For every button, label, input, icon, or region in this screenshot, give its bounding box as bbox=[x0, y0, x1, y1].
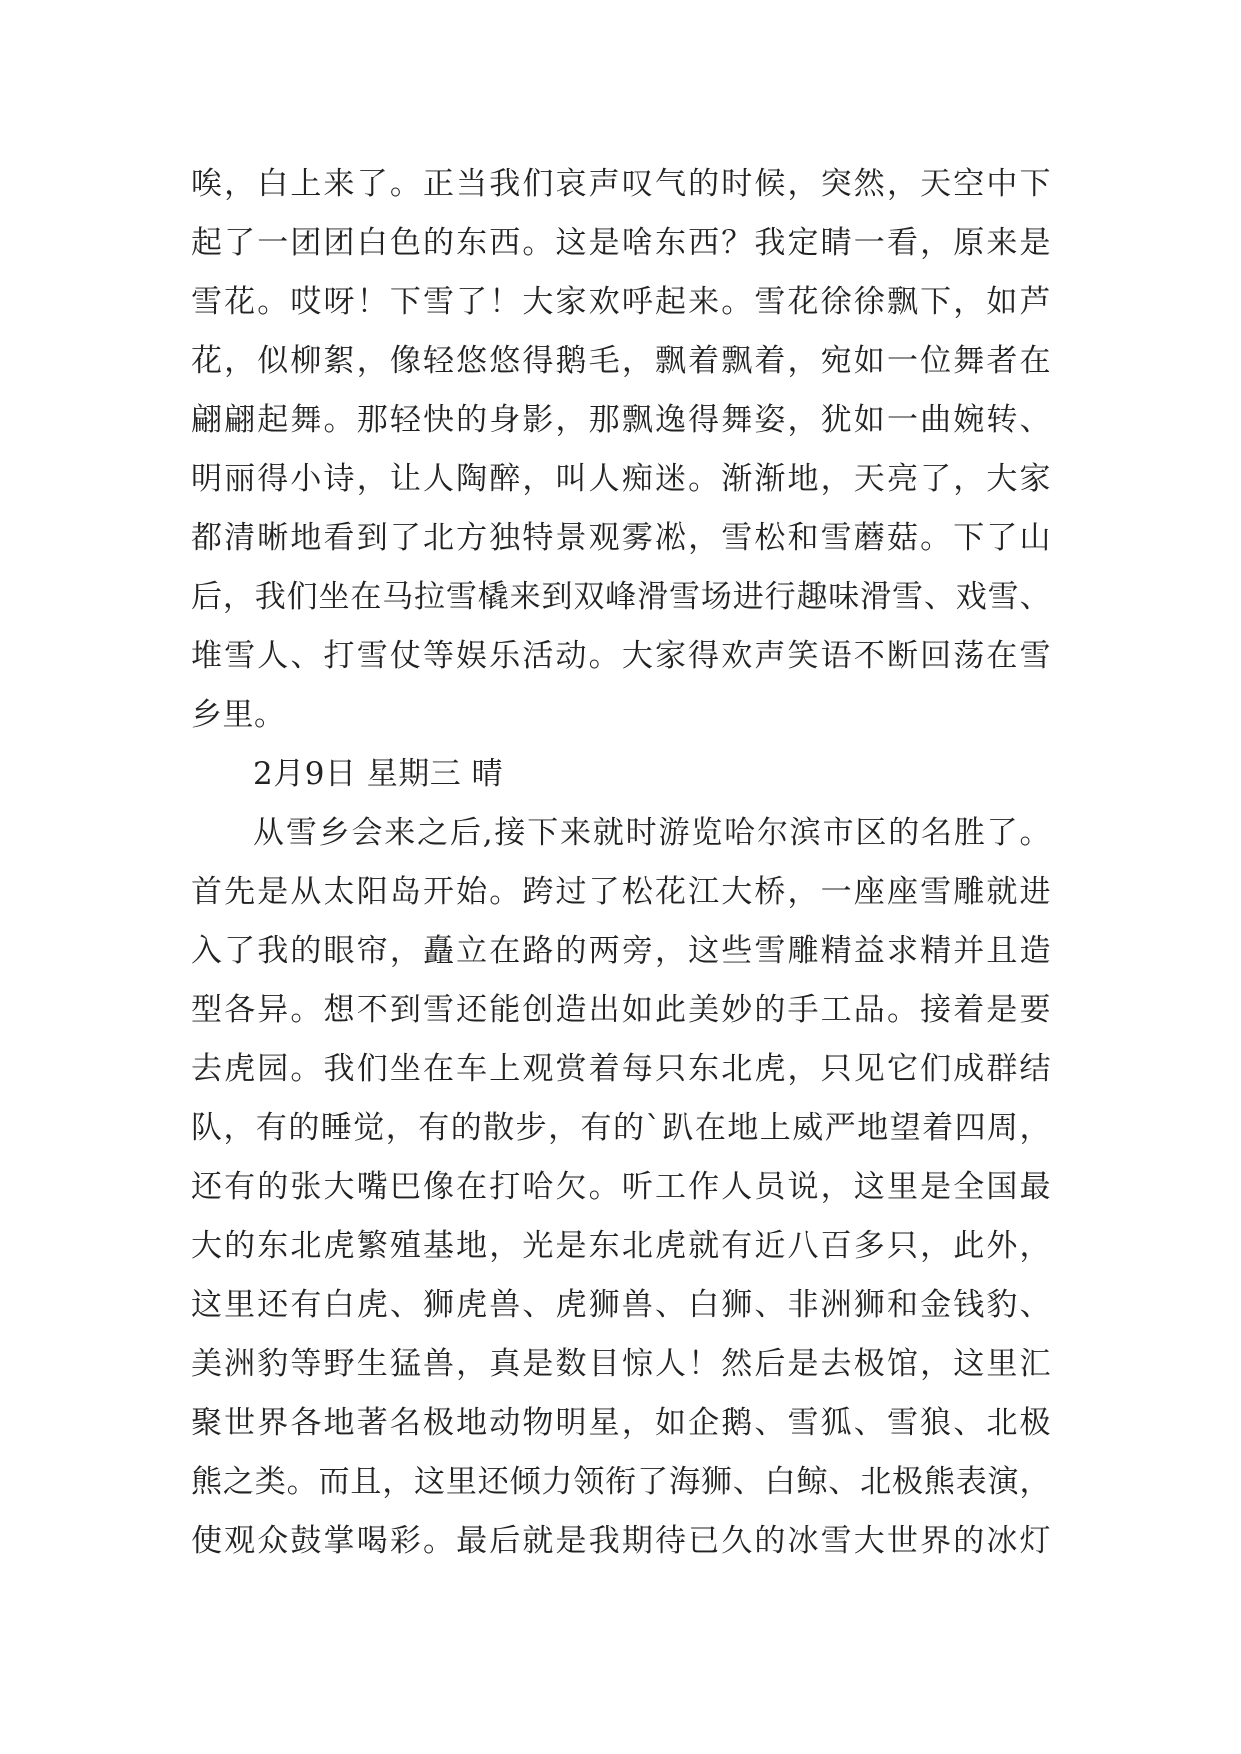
text-line: 使观众鼓掌喝彩。最后就是我期待已久的冰雪大世界的冰灯 bbox=[191, 1523, 1051, 1559]
text-line: 聚世界各地著名极地动物明星，如企鹅、雪狐、雪狼、北极 bbox=[191, 1405, 1051, 1441]
text-line: 明丽得小诗，让人陶醉，叫人痴迷。渐渐地，天亮了，大家 bbox=[191, 461, 1051, 497]
text-line: 这里还有白虎、狮虎兽、虎狮兽、白狮、非洲狮和金钱豹、 bbox=[191, 1287, 1051, 1323]
text-line: 唉，白上来了。正当我们哀声叹气的时候，突然，天空中下 bbox=[191, 166, 1051, 202]
text-line: 翩翩起舞。那轻快的身影，那飘逸得舞姿，犹如一曲婉转、 bbox=[191, 402, 1051, 438]
text-line: 型各异。想不到雪还能创造出如此美妙的手工品。接着是要 bbox=[191, 992, 1051, 1028]
text-line: 美洲豹等野生猛兽，真是数目惊人！然后是去极馆，这里汇 bbox=[191, 1346, 1051, 1382]
text-line: 起了一团团白色的东西。这是啥东西？我定睛一看，原来是 bbox=[191, 225, 1051, 261]
text-line: 队，有的睡觉，有的散步，有的`趴在地上威严地望着四周， bbox=[191, 1110, 1051, 1146]
text-line: 大的东北虎繁殖基地，光是东北虎就有近八百多只，此外， bbox=[191, 1228, 1051, 1264]
text-line: 花，似柳絮，像轻悠悠得鹅毛，飘着飘着，宛如一位舞者在 bbox=[191, 343, 1051, 379]
text-line: 雪花。哎呀！下雪了！大家欢呼起来。雪花徐徐飘下，如芦 bbox=[191, 284, 1051, 320]
text-line: 堆雪人、打雪仗等娱乐活动。大家得欢声笑语不断回荡在雪 bbox=[191, 638, 1051, 674]
text-line: 熊之类。而且，这里还倾力领衔了海狮、白鲸、北极熊表演， bbox=[191, 1464, 1051, 1500]
text-line: 还有的张大嘴巴像在打哈欠。听工作人员说，这里是全国最 bbox=[191, 1169, 1051, 1205]
text-line: 后，我们坐在马拉雪橇来到双峰滑雪场进行趣味滑雪、戏雪、 bbox=[191, 579, 1051, 615]
text-line: 入了我的眼帘，矗立在路的两旁，这些雪雕精益求精并且造 bbox=[191, 933, 1051, 969]
text-line: 都清晰地看到了北方独特景观雾凇，雪松和雪蘑菇。下了山 bbox=[191, 520, 1051, 556]
paragraph-first-line: 从雪乡会来之后,接下来就时游览哈尔滨市区的名胜了。 bbox=[253, 815, 1051, 851]
text-line: 乡里。 bbox=[191, 697, 286, 733]
date-heading: 2月9日 星期三 晴 bbox=[253, 756, 504, 792]
text-line: 首先是从太阳岛开始。跨过了松花江大桥，一座座雪雕就进 bbox=[191, 874, 1051, 910]
document-page bbox=[191, 155, 1051, 1571]
text-line: 去虎园。我们坐在车上观赏着每只东北虎，只见它们成群结 bbox=[191, 1051, 1051, 1087]
